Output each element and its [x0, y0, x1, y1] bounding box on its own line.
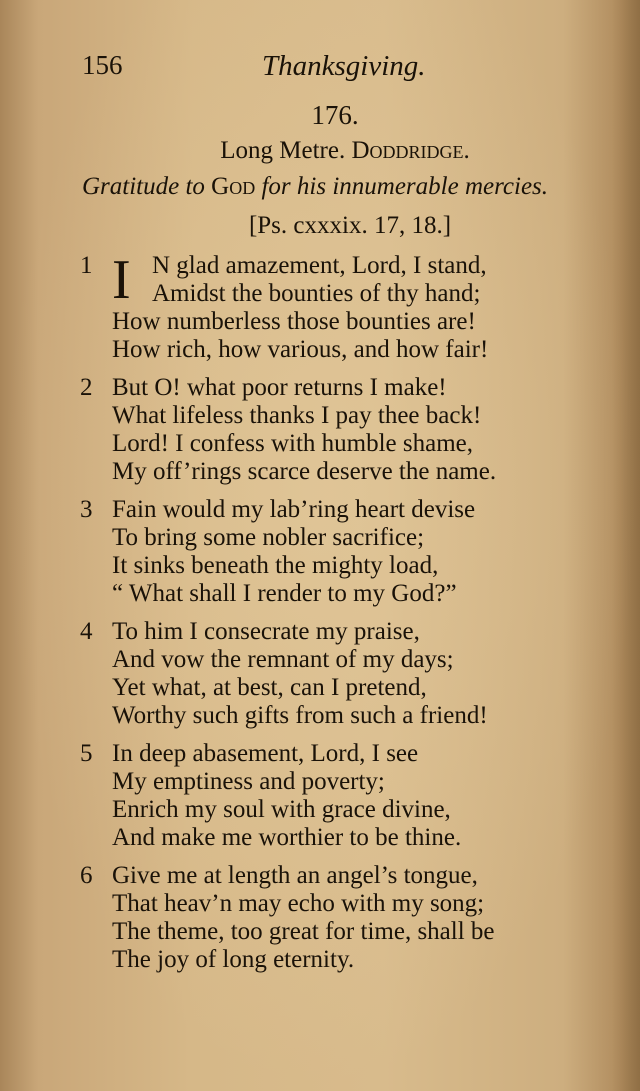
stanzas: [80, 249, 620, 984]
verse-line: How numberless those bounties are!: [112, 308, 476, 335]
stanza-number: 3: [80, 496, 93, 523]
verse-line: But O! what poor returns I make!: [112, 374, 447, 401]
stanza-2: [80, 374, 620, 486]
running-title: Thanksgiving.: [262, 50, 426, 82]
subject-pre: Gratitude to: [82, 173, 205, 200]
verse-line: How rich, how various, and how fair!: [112, 336, 489, 363]
verse-line: Give me at length an angel’s tongue,: [112, 862, 478, 889]
page-number: 156: [82, 50, 123, 80]
verse-line: “ What shall I render to my God?”: [112, 580, 457, 607]
stanza-5: [80, 740, 620, 852]
verse-line: My off’rings scarce deserve the name.: [112, 458, 497, 485]
stanza-number: 1: [80, 252, 93, 279]
verse-line: To bring some nobler sacrifice;: [112, 524, 425, 551]
hymn-subject: [82, 173, 622, 201]
verse-line: And make me worthier to be thine.: [112, 824, 462, 851]
stanza-number: 4: [80, 618, 93, 645]
metre: Long Metre.: [220, 137, 346, 164]
page-header: [82, 50, 612, 86]
scripture-reference: [Ps. cxxxix. 17, 18.]: [248, 212, 452, 239]
dropcap-block: [80, 249, 620, 311]
verse-line: The joy of long eternity.: [112, 946, 355, 973]
verse-line: That heav’n may echo with my song;: [112, 890, 485, 917]
hymn-number: 176.: [311, 100, 359, 130]
verse-line: And vow the remnant of my days;: [112, 646, 454, 673]
verse-line: Yet what, at best, can I pretend,: [112, 674, 427, 701]
stanza-1: [80, 249, 620, 364]
verse-line: My emptiness and poverty;: [112, 768, 385, 795]
verse-line: To him I consecrate my praise,: [112, 618, 420, 645]
verse-line: It sinks beneath the mighty load,: [112, 552, 439, 579]
stanza-number: 5: [80, 740, 93, 767]
verse-line: Enrich my soul with grace divine,: [112, 796, 451, 823]
stanza-4: [80, 618, 620, 730]
subject-post: for his innumerable mercies.: [261, 173, 549, 200]
stanza-number: 2: [80, 374, 93, 401]
verse-line: Amidst the bounties of thy hand;: [152, 280, 481, 307]
stanza-3: [80, 496, 620, 608]
subject-god: God: [211, 173, 256, 200]
drop-cap: I: [112, 249, 131, 311]
verse-line: Worthy such gifts from such a friend!: [112, 702, 488, 729]
stanza-number: 6: [80, 862, 93, 889]
verse-line: What lifeless thanks I pay thee back!: [112, 402, 482, 429]
author: Doddridge.: [351, 137, 470, 164]
metre-line: [0, 137, 640, 165]
stanza-6: [80, 862, 620, 974]
verse-line: In deep abasement, Lord, I see: [112, 740, 419, 767]
verse-line: N glad amazement, Lord, I stand,: [152, 252, 487, 279]
verse-line: The theme, too great for time, shall be: [112, 918, 495, 945]
verse-line: Fain would my lab’ring heart devise: [112, 496, 476, 523]
verse-line: Lord! I confess with humble shame,: [112, 430, 474, 457]
